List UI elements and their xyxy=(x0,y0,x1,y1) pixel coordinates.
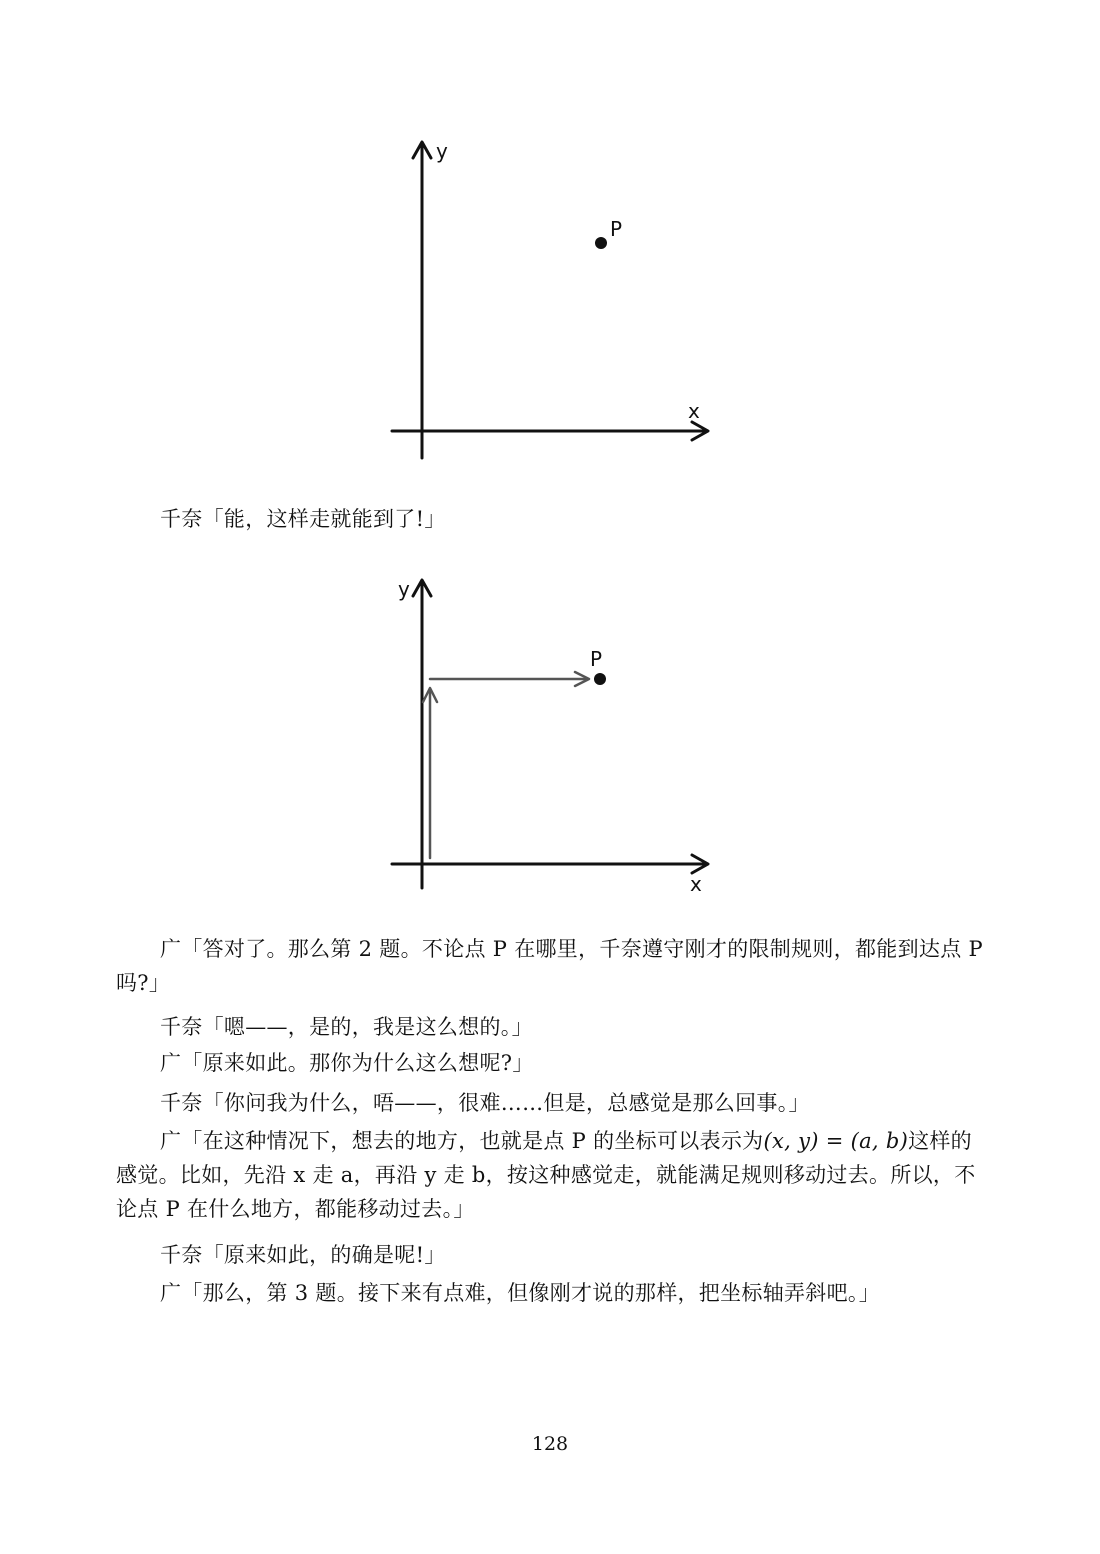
coordinate-equation: (x, y) = (a, b) xyxy=(763,1129,909,1153)
coordinate-figure-1 xyxy=(380,130,720,470)
point-p-label: P xyxy=(610,217,623,241)
dialogue-line-5 xyxy=(116,1086,990,1120)
dialogue-line-1 xyxy=(116,502,990,536)
dialogue-text: 广「答对了。那么第 2 题。不论点 P 在哪里，千奈遵守刚才的限制规则，都能到达点 P 吗?」 xyxy=(116,937,983,995)
y-axis-label: y xyxy=(398,577,410,601)
coordinate-figure-2 xyxy=(380,568,720,898)
page-number: 128 xyxy=(531,1433,569,1455)
x-axis-label: x xyxy=(688,399,700,423)
y-axis-label: y xyxy=(436,139,448,163)
dialogue-text: 广「原来如此。那你为什么这么想呢?」 xyxy=(160,1051,534,1075)
dialogue-text: 这样的感觉。比如，先沿 x 走 a，再沿 y 走 b，按这种感觉走，就能满足规则移动过去。所以，不论点 P 在什么地方，都能移动过去。」 xyxy=(116,1129,976,1221)
coordinate-plane-2 xyxy=(380,568,720,898)
dialogue-line-7 xyxy=(116,1238,990,1272)
point-p-dot xyxy=(595,237,607,249)
dialogue-text: 千奈「原来如此，的确是呢!」 xyxy=(160,1243,446,1267)
dialogue-text: 广「那么，第 3 题。接下来有点难，但像刚才说的那样，把坐标轴弄斜吧。」 xyxy=(160,1281,881,1305)
coordinate-plane-1 xyxy=(380,130,720,470)
dialogue-line-8 xyxy=(116,1276,990,1310)
dialogue-line-6 xyxy=(116,1124,990,1226)
point-p-label: P xyxy=(590,647,603,671)
dialogue-text: 千奈「你问我为什么，唔——，很难……但是，总感觉是那么回事。」 xyxy=(160,1091,810,1115)
dialogue-text: 千奈「嗯——，是的，我是这么想的。」 xyxy=(160,1015,533,1039)
dialogue-text: 千奈「能，这样走就能到了!」 xyxy=(160,507,446,531)
point-p-dot xyxy=(594,673,606,685)
dialogue-line-2 xyxy=(116,932,990,1000)
dialogue-line-3 xyxy=(116,1010,990,1044)
dialogue-text: 广「在这种情况下，想去的地方，也就是点 P 的坐标可以表示为 xyxy=(160,1129,764,1153)
x-axis-label: x xyxy=(690,872,702,896)
dialogue-line-4 xyxy=(116,1046,990,1080)
